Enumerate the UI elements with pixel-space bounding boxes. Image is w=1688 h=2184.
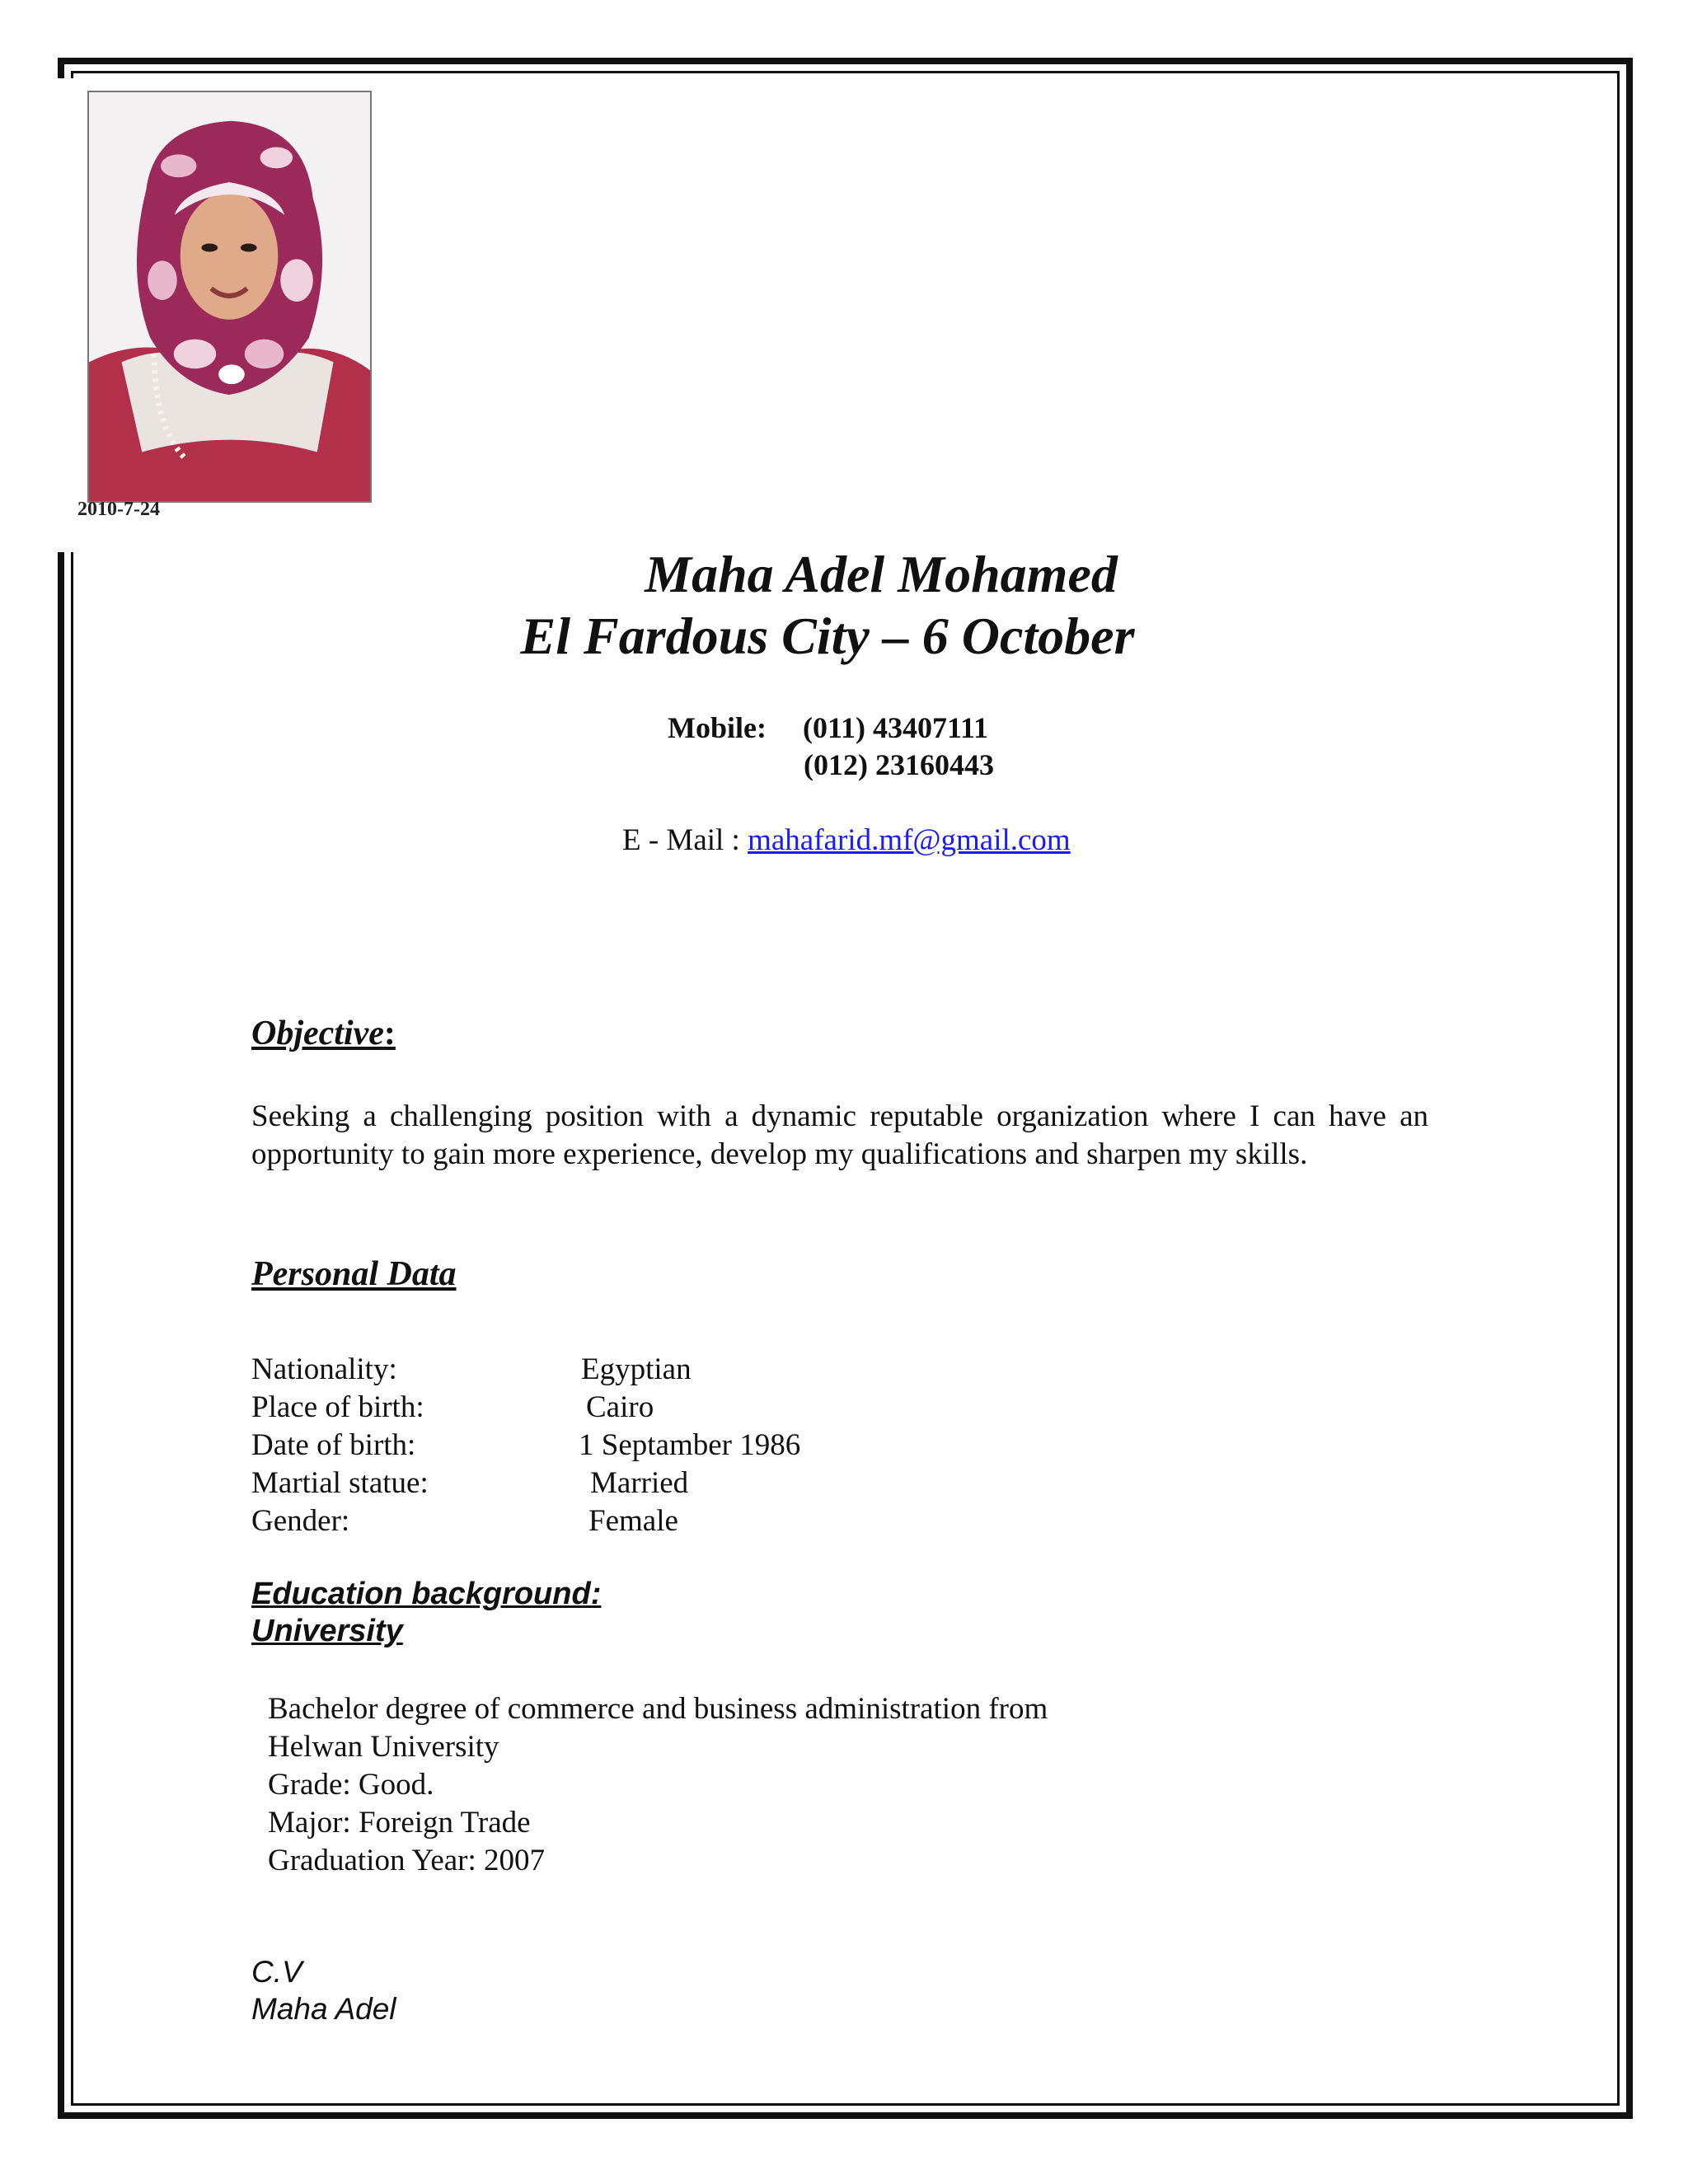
personal-data-heading: Personal Data: [251, 1255, 457, 1293]
email-label: E - Mail :: [622, 823, 740, 857]
education-detail-line: Helwan University: [268, 1730, 499, 1764]
photo-block: [23, 78, 379, 552]
objective-heading-colon: :: [383, 1015, 396, 1052]
candidate-name: Maha Adel Mohamed: [645, 545, 1118, 603]
education-heading: Education background:: [251, 1577, 602, 1611]
email-line: [622, 823, 1071, 858]
candidate-address: El Fardous City – 6 October: [520, 607, 1135, 665]
signature-line-1: C.V: [251, 1955, 302, 1989]
education-subheading: University: [251, 1614, 403, 1648]
mobile-number-1: (011) 43407111: [803, 711, 989, 744]
objective-heading-text: Objective: [251, 1015, 384, 1052]
mobile-number-2: (012) 23160443: [804, 748, 994, 781]
education-detail-line: Bachelor degree of commerce and business administration from: [268, 1692, 1048, 1726]
signature-line-2: Maha Adel: [251, 1992, 396, 2026]
personal-data-value: Cairo: [586, 1390, 654, 1424]
objective-text: Seeking a challenging position with a dynamic reputable organization where I can have an opportunity to gain more experience, develop my qualifications and sharpen my skills.: [251, 1099, 1428, 1171]
education-detail-line: Graduation Year: 2007: [268, 1844, 546, 1877]
personal-data-value: Married: [590, 1466, 689, 1500]
personal-data-label: Nationality:: [251, 1352, 397, 1386]
personal-data-value: 1 Septamber 1986: [579, 1428, 801, 1462]
portrait-illustration: [89, 92, 370, 501]
email-link[interactable]: mahafarid.mf@gmail.com: [748, 823, 1071, 857]
personal-data-label: Gender:: [251, 1504, 350, 1538]
personal-data-label: Date of birth:: [251, 1428, 416, 1462]
personal-data-value: Female: [588, 1504, 678, 1538]
profile-photo: [87, 91, 372, 503]
personal-data-label: Place of birth:: [251, 1390, 424, 1424]
personal-data-label: Martial statue:: [251, 1466, 429, 1500]
education-detail-line: Major: Foreign Trade: [268, 1806, 531, 1840]
objective-heading: [251, 1014, 396, 1053]
personal-data-value: Egyptian: [581, 1352, 692, 1386]
mobile-label: Mobile:: [668, 711, 767, 744]
education-detail-line: Grade: Good.: [268, 1768, 434, 1802]
photo-date-stamp: 2010-7-24: [77, 499, 160, 520]
